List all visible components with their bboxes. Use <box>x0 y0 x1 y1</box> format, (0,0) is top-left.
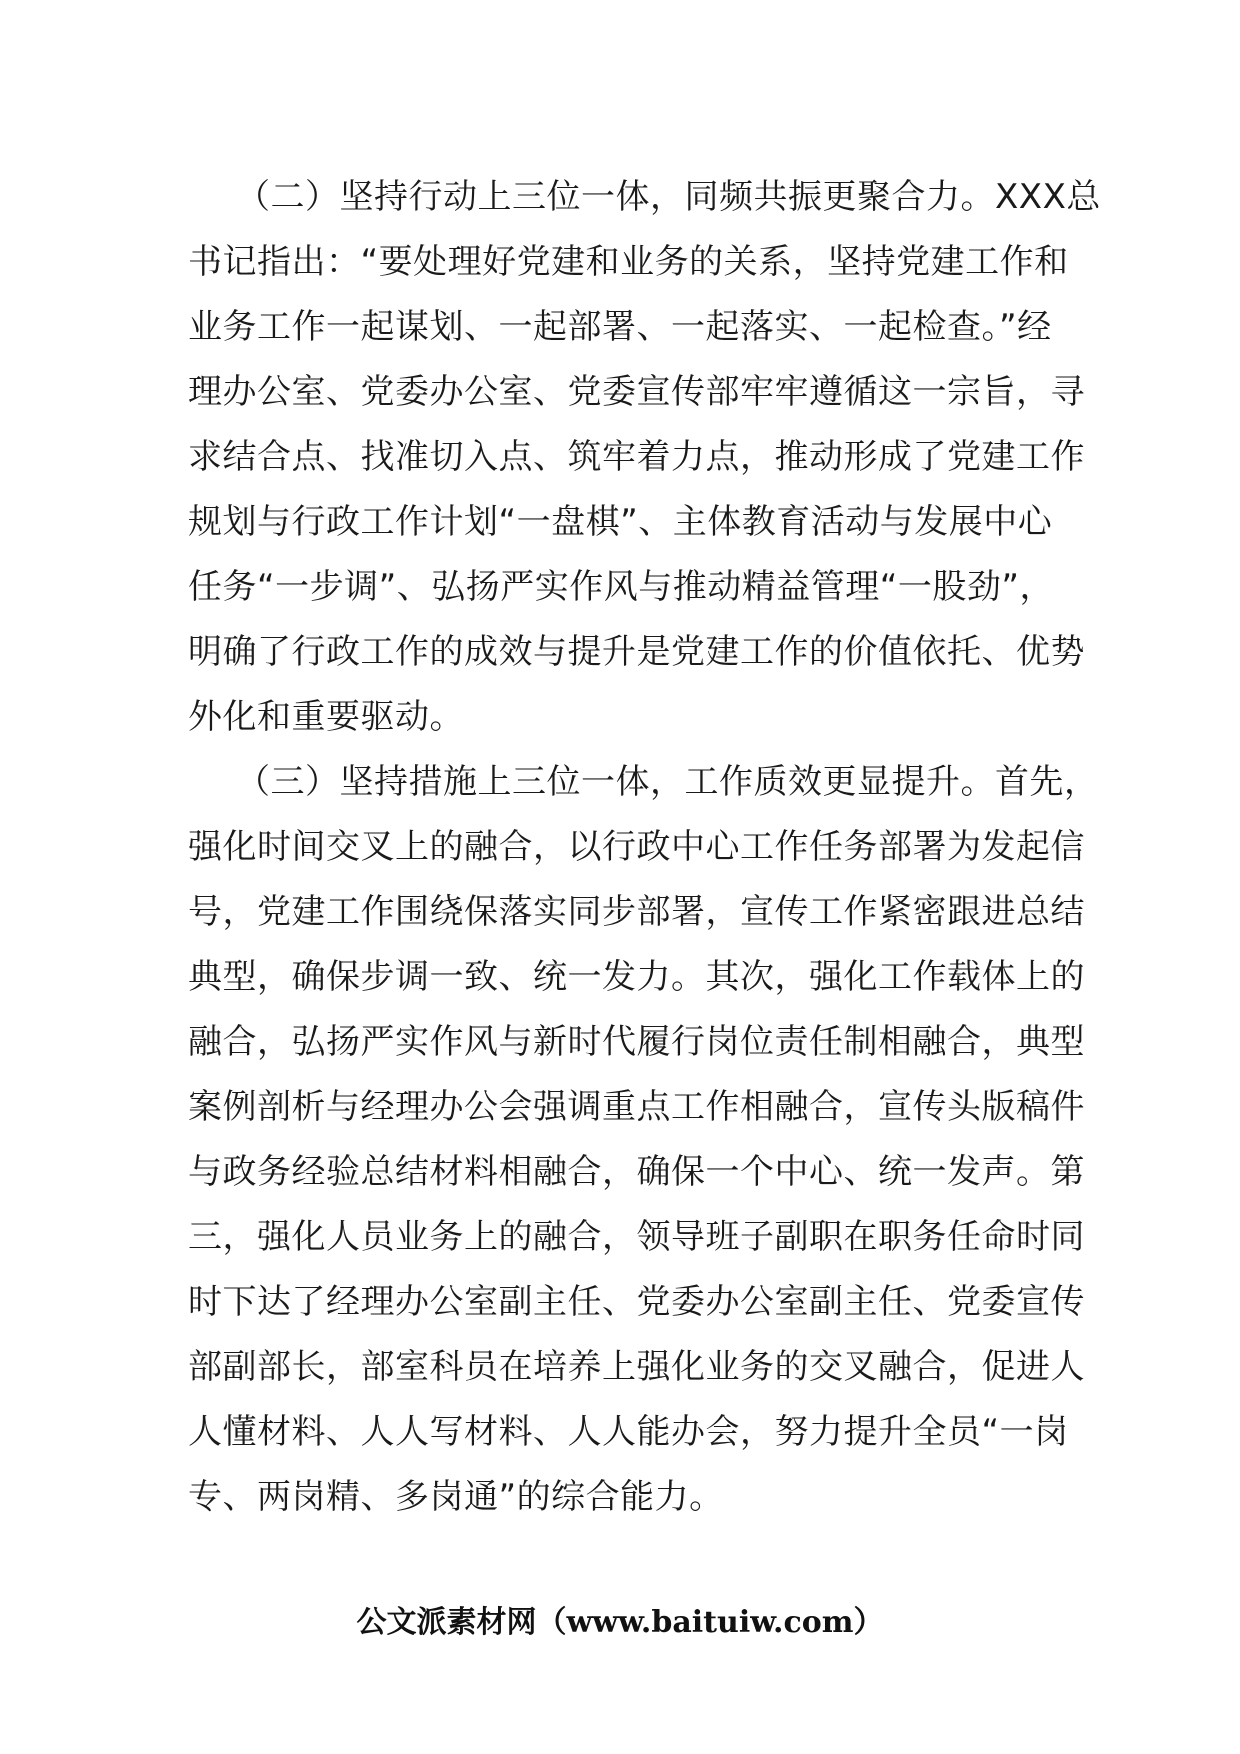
paragraph-3 <box>188 750 1099 1530</box>
paragraph-line: 典型，确保步调一致、统一发力。其次，强化工作载体上的 <box>188 957 1085 997</box>
paragraph-line: 任务“一步调”、弘扬严实作风与推动精益管理“一股劲”， <box>188 567 1054 607</box>
paragraph-line: 理办公室、党委办公室、党委宣传部牢牢遵循这一宗旨，寻 <box>188 372 1085 412</box>
paragraph-line: 案例剖析与经理办公会强调重点工作相融合，宣传头版稿件 <box>188 1087 1085 1127</box>
paragraph-line: 强化时间交叉上的融合，以行政中心工作任务部署为发起信 <box>188 827 1085 867</box>
paragraph-line: 融合，弘扬严实作风与新时代履行岗位责任制相融合，典型 <box>188 1022 1085 1062</box>
paragraph-line: 业务工作一起谋划、一起部署、一起落实、一起检查。”经 <box>188 307 1052 347</box>
paragraph-line: 规划与行政工作计划“一盘棋”、主体教育活动与发展中心 <box>188 502 1053 542</box>
paragraph-line: （三）坚持措施上三位一体，工作质效更显提升。首先， <box>236 762 1099 802</box>
paragraph-line: 部副部长，部室科员在培养上强化业务的交叉融合，促进人 <box>188 1347 1085 1387</box>
footer-watermark: 公文派素材网（www.baituiw.com） <box>356 1605 884 1640</box>
paragraph-line: 明确了行政工作的成效与提升是党建工作的价值依托、优势 <box>188 632 1085 672</box>
paragraph-line: （二）坚持行动上三位一体，同频共振更聚合力。XXX总 <box>236 177 1101 217</box>
document-body <box>188 165 1101 1530</box>
paragraph-line: 时下达了经理办公室副主任、党委办公室副主任、党委宣传 <box>188 1282 1085 1322</box>
paragraph-line: 三，强化人员业务上的融合，领导班子副职在职务任命时同 <box>188 1217 1085 1257</box>
paragraph-line: 与政务经验总结材料相融合，确保一个中心、统一发声。第 <box>188 1152 1085 1192</box>
paragraph-line: 外化和重要驱动。 <box>188 697 464 737</box>
paragraph-line: 人懂材料、人人写材料、人人能办会，努力提升全员“一岗 <box>188 1412 1069 1452</box>
paragraph-line: 号，党建工作围绕保落实同步部署，宣传工作紧密跟进总结 <box>188 892 1085 932</box>
paragraph-line: 专、两岗精、多岗通”的综合能力。 <box>188 1477 724 1517</box>
paragraph-2 <box>188 165 1101 750</box>
paragraph-line: 书记指出：“要处理好党建和业务的关系，坚持党建工作和 <box>188 242 1069 282</box>
paragraph-line: 求结合点、找准切入点、筑牢着力点，推动形成了党建工作 <box>188 437 1085 477</box>
